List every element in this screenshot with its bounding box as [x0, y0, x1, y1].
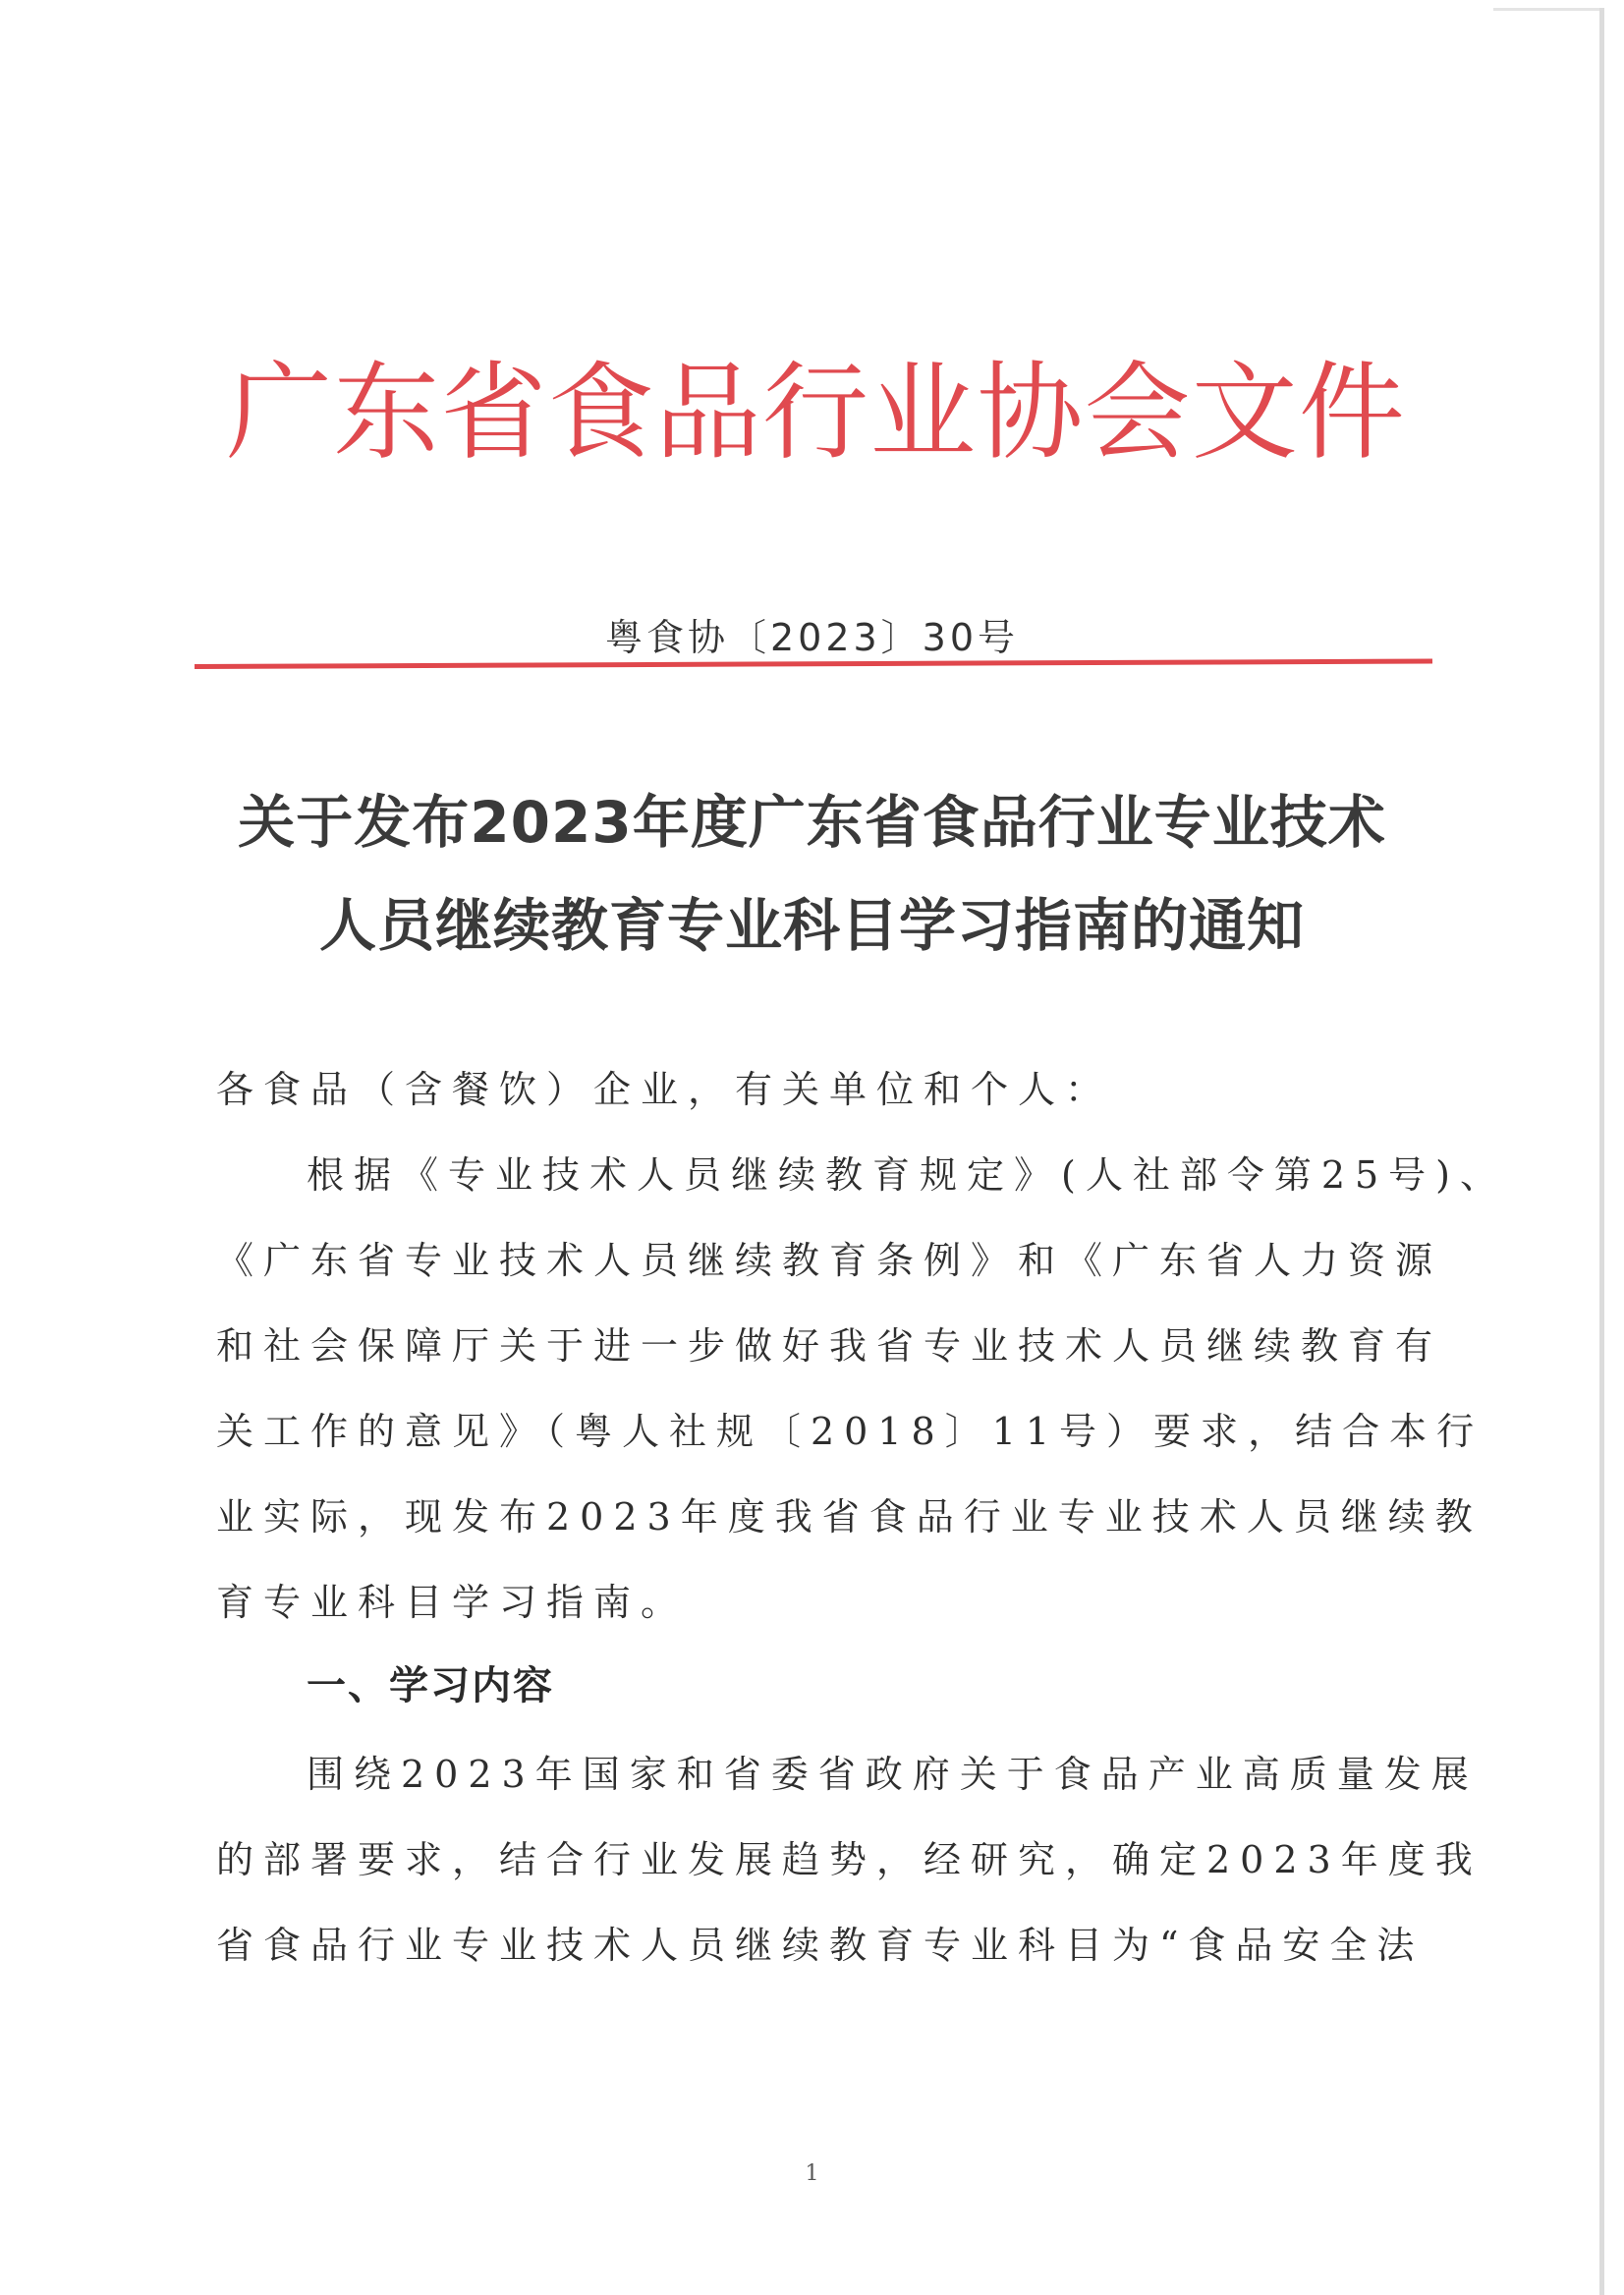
paragraph-line: 的部署要求，结合行业发展趋势，经研究，确定2023年度我: [216, 1838, 1483, 1881]
paragraph-line: 业实际，现发布2023年度我省食品行业专业技术人员继续教: [216, 1495, 1483, 1539]
paragraph-line: 根据《专业技术人员继续教育规定》(人社部令第25号)、: [307, 1153, 1508, 1197]
paragraph-line: 和社会保障厅关于进一步做好我省专业技术人员继续教育有: [216, 1324, 1443, 1368]
masthead-char: 品: [654, 351, 761, 475]
masthead-title: [226, 339, 1405, 475]
masthead-char: 件: [1298, 351, 1405, 475]
masthead-char: 省: [440, 351, 547, 475]
masthead-char: 会: [1084, 351, 1191, 475]
document-number: 粤食协〔2023〕30号: [604, 616, 1020, 659]
scan-edge-right: [1599, 8, 1604, 2295]
page-number: 1: [805, 2161, 819, 2186]
masthead-char: 东: [333, 351, 440, 475]
section-heading: 一、学习内容: [307, 1663, 554, 1708]
paragraph-line: 省食品行业专业技术人员继续教育专业科目为“食品安全法: [216, 1924, 1425, 1967]
paragraph-line: 关工作的意见》（粤人社规〔2018〕11号）要求，结合本行: [216, 1410, 1484, 1453]
masthead-char: 文: [1191, 351, 1298, 475]
salutation: 各食品（含餐饮）企业，有关单位和个人：: [216, 1068, 1113, 1111]
paragraph-line: 围绕2023年国家和省委省政府关于食品产业高质量发展: [307, 1753, 1479, 1796]
document-title-line-2: 人员继续教育专业科目学习指南的通知: [318, 892, 1305, 959]
scan-edge-top: [1493, 8, 1601, 11]
paragraph-line: 育专业科目学习指南。: [216, 1581, 689, 1624]
masthead-char: 食: [547, 351, 654, 475]
masthead-char: 广: [226, 351, 333, 475]
masthead-char: 行: [761, 351, 868, 475]
document-title-line-1: 关于发布2023年度广东省食品行业专业技术: [238, 789, 1386, 856]
paragraph-line: 《广东省专业技术人员继续教育条例》和《广东省人力资源: [216, 1239, 1443, 1282]
masthead-char: 协: [977, 351, 1084, 475]
masthead-char: 业: [869, 351, 977, 475]
